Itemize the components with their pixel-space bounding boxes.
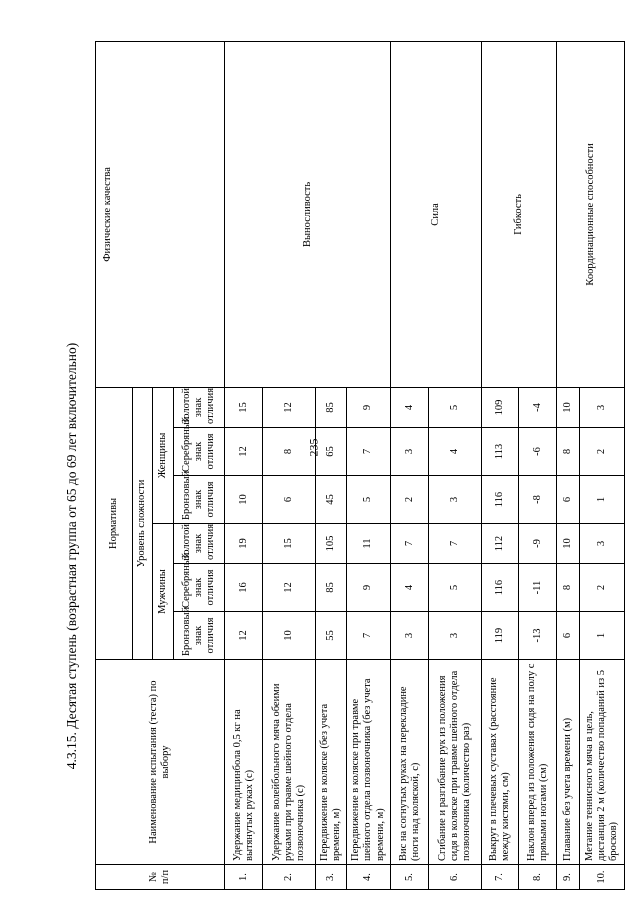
women-silver: -6	[519, 428, 557, 476]
men-gold: 11	[346, 524, 391, 564]
women-bronze: 2	[391, 476, 429, 524]
test-name: Передвижение в коляске при травме шейного отдела позвоночника (без учета времени, м)	[346, 660, 391, 865]
women-silver: 65	[315, 428, 346, 476]
test-name: Выкрут в плечевых суставах (расстояние между кистями, см)	[481, 660, 519, 865]
header-women-gold: Золотой знак отличия	[173, 387, 224, 427]
row-number: 9.	[557, 865, 580, 890]
women-gold: -4	[519, 387, 557, 427]
men-bronze: 55	[315, 612, 346, 660]
test-name: Сгибание и разгибание рук из положения сидя в коляске при травме шейного отдела позвоночника (количество раз)	[429, 660, 482, 865]
men-silver: 5	[429, 564, 482, 612]
men-bronze: 12	[225, 612, 263, 660]
women-silver: 3	[391, 428, 429, 476]
men-gold: 7	[429, 524, 482, 564]
men-bronze: 3	[391, 612, 429, 660]
women-gold: 9	[346, 387, 391, 427]
row-number: 10.	[580, 865, 625, 890]
page-number: 235	[306, 438, 321, 457]
test-name: Метание теннисного мяча в цель, дистанция 2 м (количество попаданий из 5 бросков)	[580, 660, 625, 865]
men-silver: -11	[519, 564, 557, 612]
quality-flexibility: Гибкость	[481, 41, 556, 387]
test-name: Удержание волейбольного мяча обеими руками при травме шейного отдела позвоночника (с)	[262, 660, 315, 865]
men-bronze: 3	[429, 612, 482, 660]
men-bronze: 119	[481, 612, 519, 660]
men-bronze: 7	[346, 612, 391, 660]
test-name: Удержание медицинбола 0,5 кг на вытянутых руках (с)	[225, 660, 263, 865]
men-silver: 116	[481, 564, 519, 612]
table-row	[391, 41, 429, 889]
women-silver: 12	[225, 428, 263, 476]
men-gold: 15	[262, 524, 315, 564]
men-silver: 8	[557, 564, 580, 612]
rotated-table-container	[95, 42, 625, 890]
men-gold: -9	[519, 524, 557, 564]
row-number: 7.	[481, 865, 519, 890]
men-bronze: 6	[557, 612, 580, 660]
test-name: Вис на согнутых руках на перекладине (ноги над коляской, с)	[391, 660, 429, 865]
header-norms: Нормативы	[96, 387, 133, 659]
women-bronze: 45	[315, 476, 346, 524]
men-gold: 3	[580, 524, 625, 564]
men-gold: 10	[557, 524, 580, 564]
women-gold: 5	[429, 387, 482, 427]
women-gold: 109	[481, 387, 519, 427]
header-men: Мужчины	[153, 524, 174, 660]
row-number: 8.	[519, 865, 557, 890]
women-gold: 15	[225, 387, 263, 427]
header-men-gold: Золотой знак отличия	[173, 524, 224, 564]
header-level: Уровень сложности	[132, 387, 153, 659]
women-bronze: 10	[225, 476, 263, 524]
test-name: Передвижение в коляске (без учета времени, м)	[315, 660, 346, 865]
men-silver: 4	[391, 564, 429, 612]
women-gold: 85	[315, 387, 346, 427]
women-silver: 113	[481, 428, 519, 476]
men-silver: 9	[346, 564, 391, 612]
women-bronze: 6	[262, 476, 315, 524]
women-gold: 3	[580, 387, 625, 427]
row-number: 5.	[391, 865, 429, 890]
women-silver: 2	[580, 428, 625, 476]
row-number: 3.	[315, 865, 346, 890]
women-bronze: -8	[519, 476, 557, 524]
row-number: 4.	[346, 865, 391, 890]
section-heading: 4.3.15. Десятая ступень (возрастная группа от 65 до 69 лет включительно)	[64, 342, 79, 770]
table-row	[481, 41, 519, 889]
quality-coordination: Координационные способности	[557, 41, 625, 387]
men-bronze: -13	[519, 612, 557, 660]
women-gold: 10	[557, 387, 580, 427]
women-silver: 8	[262, 428, 315, 476]
men-bronze: 1	[580, 612, 625, 660]
header-num: № п/п	[96, 865, 225, 890]
men-silver: 12	[262, 564, 315, 612]
women-bronze: 3	[429, 476, 482, 524]
women-bronze: 6	[557, 476, 580, 524]
men-silver: 85	[315, 564, 346, 612]
women-gold: 12	[262, 387, 315, 427]
test-name: Плавание без учета времени (м)	[557, 660, 580, 865]
women-gold: 4	[391, 387, 429, 427]
row-number: 2.	[262, 865, 315, 890]
women-silver: 7	[346, 428, 391, 476]
women-bronze: 116	[481, 476, 519, 524]
header-women-silver: Серебряный знак отличия	[173, 428, 224, 476]
quality-strength: Сила	[391, 41, 481, 387]
men-gold: 112	[481, 524, 519, 564]
men-bronze: 10	[262, 612, 315, 660]
row-number: 1.	[225, 865, 263, 890]
men-silver: 2	[580, 564, 625, 612]
quality-endurance: Выносливость	[225, 41, 391, 387]
header-men-bronze: Бронзовый знак отличия	[173, 612, 224, 660]
test-name: Наклон вперед из положения сидя на полу с прямыми ногами (см)	[519, 660, 557, 865]
women-silver: 8	[557, 428, 580, 476]
header-qualities: Физические качества	[96, 41, 225, 387]
table-row	[557, 41, 580, 889]
men-gold: 105	[315, 524, 346, 564]
men-silver: 16	[225, 564, 263, 612]
header-women: Женщины	[153, 387, 174, 523]
men-gold: 7	[391, 524, 429, 564]
header-name: Наименование испытания (теста) по выбору	[96, 660, 225, 865]
header-women-bronze: Бронзовый знак отличия	[173, 476, 224, 524]
table-row	[225, 41, 263, 889]
women-silver: 4	[429, 428, 482, 476]
header-men-silver: Серебряный знак отличия	[173, 564, 224, 612]
men-gold: 19	[225, 524, 263, 564]
women-bronze: 1	[580, 476, 625, 524]
women-bronze: 5	[346, 476, 391, 524]
row-number: 6.	[429, 865, 482, 890]
norms-table	[95, 41, 625, 890]
